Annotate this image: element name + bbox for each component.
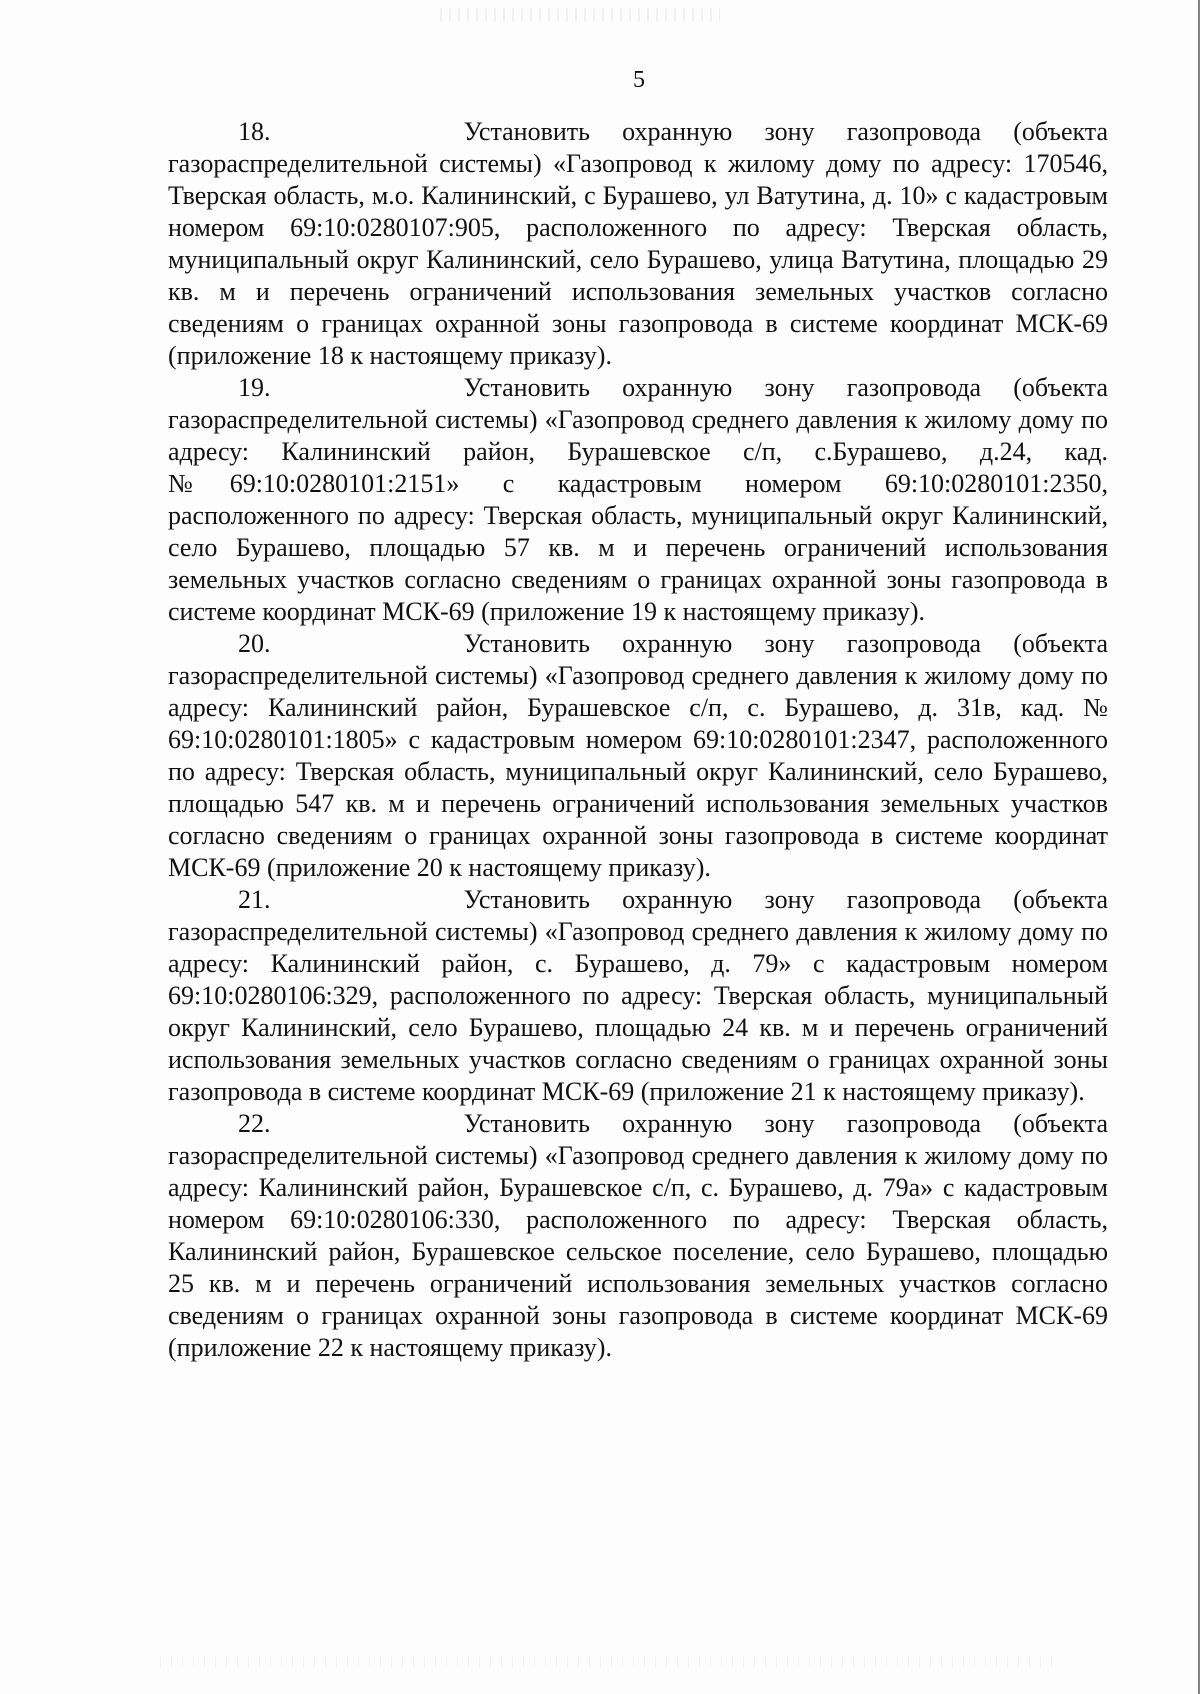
clause-first-line: [168, 628, 1108, 660]
clause-number: 20.: [238, 629, 271, 658]
clause-text: газораспределительной системы) «Газопровод к жилому дому по адресу: 170546, Тверская область, м.о. Калининский, с Бурашево, ул Ватутина, д. 10» с кадастровым номером 69:10:0280107:905, расположенного по адресу: Тверская область, муниципальный округ Калининский, село Бурашево, улица Ватутина, площадью 29 кв. м и перечень ограничений использования земельных участков согласно сведениям о границах охранной зоны газопровода в системе координат МСК-69 (приложение 18 к настоящему приказу).: [168, 149, 1108, 370]
clause-text: газораспределительной системы) «Газопровод среднего давления к жилому дому по адресу: Калининский район, Бурашевское с/п, с. Бурашево, д. 79а» с кадастровым номером 69:10:0280106:330, расположенного по адресу: Тверская область, Калининский район, Бурашевское сельское поселение, село Бурашево, площадью 25 кв. м и перечень ограничений использования земельных участков согласно сведениям о границах охранной зоны газопровода в системе координат МСК-69 (приложение 22 к настоящему приказу).: [168, 1141, 1108, 1362]
clause-lead: Установить охранную зону газопровода (объекта: [463, 117, 1109, 146]
clause-18: [168, 116, 1108, 372]
page-number: 5: [633, 67, 645, 93]
clause-text: газораспределительной системы) «Газопровод среднего давления к жилому дому по адресу: Калининский район, Бурашевское с/п, с.Бурашево, д.24, кад.№69:10:0280101:2151» с кадастровым номером 69:10:0280101:2350, расположенного по адресу: Тверская область, муниципальный округ Калининский, село Бурашево, площадью 57 кв. м и перечень ограничений использования земельных участков согласно сведениям о границах охранной зоны газопровода в системе координат МСК-69 (приложение 19 к настоящему приказу).: [168, 405, 1108, 626]
clause-text: газораспределительной системы) «Газопровод среднего давления к жилому дому по адресу: Калининский район, с. Бурашево, д. 79» с кадастровым номером 69:10:0280106:329, расположенного по адресу: Тверская область, муниципальный округ Калининский, село Бурашево, площадью 24 кв. м и перечень ограничений использования земельных участков согласно сведениям о границах охранной зоны газопровода в системе координат МСК-69 (приложение 21 к настоящему приказу).: [168, 917, 1108, 1106]
clause-lead: Установить охранную зону газопровода (объекта: [463, 629, 1109, 658]
clause-lead: Установить охранную зону газопровода (объекта: [463, 373, 1109, 402]
clause-first-line: [168, 1108, 1108, 1140]
clause-first-line: [168, 116, 1108, 148]
clause-first-line: [168, 372, 1108, 404]
clause-20: [168, 628, 1108, 884]
clause-lead: Установить охранную зону газопровода (объекта: [463, 885, 1109, 914]
clause-lead: Установить охранную зону газопровода (объекта: [463, 1109, 1109, 1138]
clause-text: газораспределительной системы) «Газопровод среднего давления к жилому дому по адресу: Калининский район, Бурашевское с/п, с. Бурашево, д. 31в, кад. № 69:10:0280101:1805» с кадастровым номером 69:10:0280101:2347, расположенного по адресу: Тверская область, муниципальный округ Калининский, село Бурашево, площадью 547 кв. м и перечень ограничений использования земельных участков согласно сведениям о границах охранной зоны газопровода в системе координат МСК-69 (приложение 20 к настоящему приказу).: [168, 661, 1108, 882]
clause-22: [168, 1108, 1108, 1364]
document-body: [168, 116, 1108, 1364]
clause-number: 18.: [238, 117, 271, 146]
clause-19: [168, 372, 1108, 628]
clause-21: [168, 884, 1108, 1108]
clause-first-line: [168, 884, 1108, 916]
clause-number: 21.: [238, 885, 271, 914]
clause-number: 22.: [238, 1109, 271, 1138]
scan-artifact-top: [440, 8, 720, 22]
clause-number: 19.: [238, 373, 271, 402]
scan-artifact-bottom: [160, 1656, 1060, 1668]
